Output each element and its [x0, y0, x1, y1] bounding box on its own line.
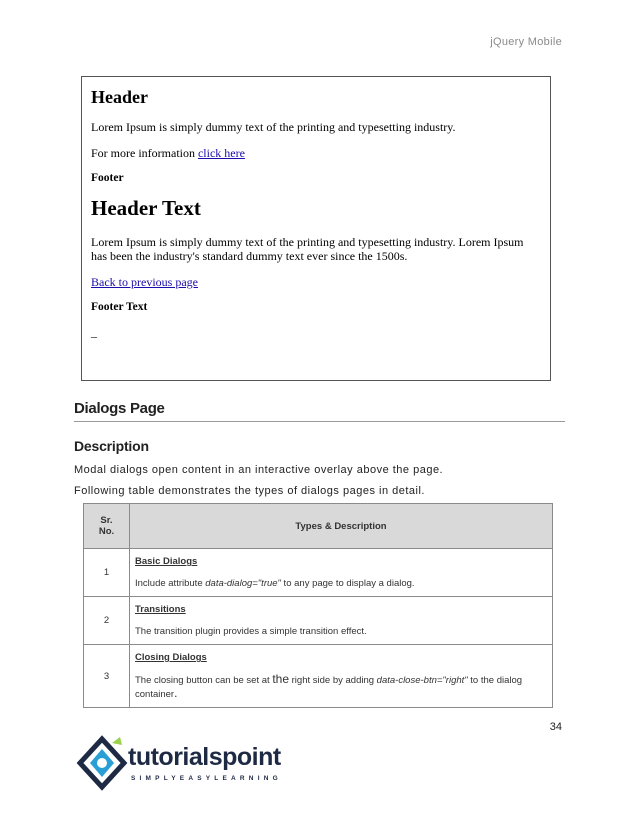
header-sr-line2: No.: [98, 526, 115, 537]
row-title: Basic Dialogs: [135, 556, 198, 567]
table-row: [84, 549, 553, 597]
page-number: 34: [549, 721, 562, 733]
table-row: [84, 645, 553, 708]
click-here-link[interactable]: click here: [197, 146, 245, 160]
screenshot-footer-text: Footer Text: [91, 301, 148, 313]
screenshot-more-info: [91, 146, 542, 160]
screenshot-intro: Lorem Ipsum is simply dummy text of the printing and typesetting industry.: [91, 120, 456, 134]
description-paragraph-2: Following table demonstrates the types of dialogs pages in detail.: [74, 485, 425, 497]
dialog-types-table: [83, 503, 553, 708]
row-description: [130, 549, 553, 597]
back-to-previous-link[interactable]: Back to previous page: [91, 275, 198, 289]
table-header-row: [84, 504, 553, 549]
row-title: Transitions: [135, 604, 186, 615]
row-desc-suffix: to the dialog container: [135, 675, 523, 700]
section-title: Dialogs Page: [74, 400, 565, 422]
row-desc-mid: right side by adding: [289, 675, 377, 686]
row-desc-the: the: [272, 672, 289, 686]
row-desc-code: data-close-btn="right": [376, 675, 468, 686]
row-number: 2: [84, 597, 130, 645]
more-info-prefix: For more information: [91, 146, 198, 160]
header-types-description: Types & Description: [130, 504, 553, 549]
screenshot-lorem-long: Lorem Ipsum is simply dummy text of the printing and typesetting industry. Lorem Ipsum has been the industry's standard dummy text ever since the 1500s.: [91, 235, 524, 263]
row-desc-prefix: Include attribute: [135, 578, 206, 589]
row-desc-dot: .: [174, 686, 178, 700]
row-description: [130, 597, 553, 645]
row-number: 1: [84, 549, 130, 597]
header-sr-line1: Sr.: [100, 515, 113, 526]
row-desc-code: data-dialog="true": [205, 578, 281, 589]
row-number: 3: [84, 645, 130, 708]
logo-emblem-icon: [76, 735, 128, 791]
row-desc: The transition plugin provides a simple transition effect.: [135, 626, 367, 637]
header-sr-no: [84, 504, 130, 549]
description-paragraph-1: Modal dialogs open content in an interactive overlay above the page.: [74, 464, 444, 476]
logo-wordmark: tutorialspoint: [128, 743, 281, 771]
tutorialspoint-logo: [76, 735, 282, 795]
screenshot-back-paragraph: [91, 275, 542, 289]
row-desc-prefix: The closing button can be set at: [135, 675, 273, 686]
row-title: Closing Dialogs: [135, 652, 207, 663]
example-output-screenshot: [81, 76, 551, 381]
row-description: [130, 645, 553, 708]
screenshot-underscore: _: [91, 325, 97, 339]
logo-tagline: SIMPLYEASYLEARNING: [131, 775, 282, 782]
running-header: jQuery Mobile: [490, 36, 562, 48]
sub-title: Description: [74, 438, 149, 454]
row-desc-suffix: to any page to display a dialog.: [280, 578, 415, 589]
table-row: [84, 597, 553, 645]
screenshot-header-text: Header Text: [91, 196, 201, 220]
screenshot-header: Header: [91, 87, 148, 107]
screenshot-footer: Footer: [91, 172, 124, 184]
